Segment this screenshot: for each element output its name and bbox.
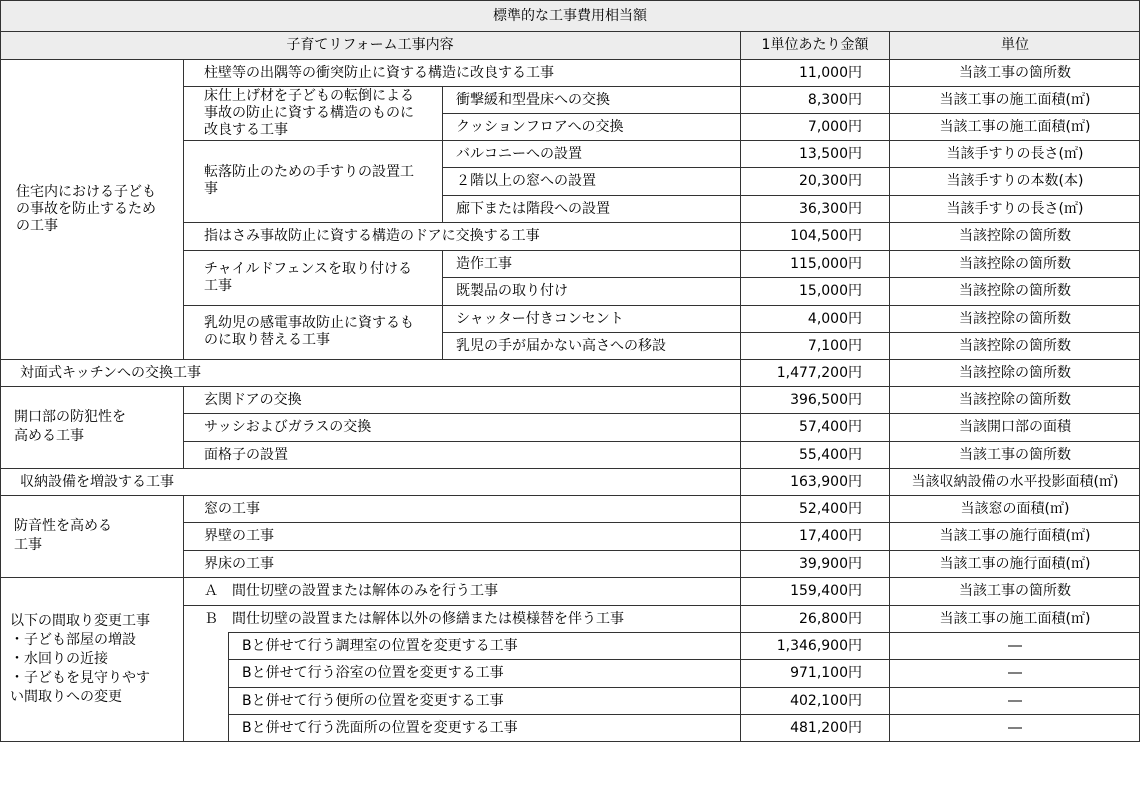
amount-value: 57,400円 [799, 419, 862, 435]
amount-value: 481,200円 [790, 720, 862, 736]
item-label: 造作工事 [456, 255, 512, 272]
amount-value: 7,100円 [807, 337, 862, 354]
amount-value: 396,500円 [790, 391, 862, 408]
item-label: Ａ 間仕切壁の設置または解体のみを行う工事 [204, 583, 498, 599]
item-label: 既製品の取り付け [456, 283, 568, 299]
group-label-soundproof: 防音性を高める 工事 [14, 518, 112, 553]
unit-value: 当該手すりの長さ(㎡) [946, 145, 1084, 162]
amount-value: 20,300円 [799, 173, 862, 189]
unit-value: 当該窓の面積(㎡) [960, 500, 1070, 517]
unit-value: ― [1008, 720, 1022, 736]
unit-value: 当該工事の施行面積(㎡) [939, 528, 1091, 544]
item-label: Bと併せて行う洗面所の位置を変更する工事 [242, 720, 518, 736]
unit-value: 当該手すりの本数(本) [946, 173, 1084, 189]
item-label: Bと併せて行う便所の位置を変更する工事 [242, 692, 504, 709]
item-label: 窓の工事 [204, 500, 260, 517]
unit-value: 当該工事の施工面積(㎡) [939, 118, 1091, 135]
item-label: 界壁の工事 [204, 528, 274, 544]
subgroup-label-rail: 転落防止のための手すりの設置工事 [204, 164, 414, 197]
item-label: ２階以上の窓への設置 [456, 173, 596, 189]
unit-value: 当該収納設備の水平投影面積(㎡) [911, 473, 1119, 490]
item-label: Bと併せて行う浴室の位置を変更する工事 [242, 665, 504, 681]
item-label: クッションフロアへの交換 [456, 118, 624, 135]
item-label: サッシおよびガラスの交換 [204, 419, 372, 435]
item-label: 乳児の手が届かない高さへの移設 [456, 337, 666, 354]
unit-value: 当該控除の箇所数 [959, 255, 1071, 272]
amount-value: 1,346,900円 [776, 637, 862, 654]
amount-value: 13,500円 [799, 145, 862, 162]
unit-value: 当該工事の施行面積(㎡) [939, 555, 1091, 572]
subgroup-label-floor: 床仕上げ材を子どもの転倒による事故の防止に資する構造のものに改良する工事 [204, 87, 414, 138]
unit-value: 当該控除の箇所数 [959, 283, 1071, 299]
amount-value: 1,477,200円 [776, 364, 862, 381]
table-title: 標準的な工事費用相当額 [0, 0, 1140, 31]
unit-value: 当該開口部の面積 [959, 419, 1071, 435]
unit-value: ― [1008, 692, 1022, 709]
item-label: 廊下または階段への設置 [456, 200, 610, 217]
unit-value: 当該手すりの長さ(㎡) [946, 200, 1084, 217]
header-amount: 1単位あたり金額 [740, 31, 890, 59]
amount-value: 11,000円 [799, 64, 862, 81]
item-label: シャッター付きコンセント [456, 310, 624, 327]
amount-value: 402,100円 [790, 692, 862, 709]
amount-value: 163,900円 [790, 473, 862, 490]
unit-value: ― [1008, 637, 1022, 654]
header-content: 子育てリフォーム工事内容 [0, 31, 740, 59]
unit-value: ― [1008, 665, 1022, 681]
item-label: Bと併せて行う調理室の位置を変更する工事 [242, 637, 518, 654]
subgroup-label-fence: チャイルドフェンスを取り付ける工事 [204, 260, 413, 294]
item-label: Ｂ 間仕切壁の設置または解体以外の修繕または模様替を伴う工事 [204, 610, 624, 627]
group-label-security: 開口部の防犯性を 高める工事 [14, 409, 126, 444]
item-label: 柱壁等の出隅等の衝突防止に資する構造に改良する工事 [204, 64, 554, 81]
amount-value: 26,800円 [799, 610, 862, 627]
unit-value: 当該工事の箇所数 [959, 446, 1071, 463]
group-label-child-accident: 住宅内における子どもの事故を防止するための工事 [16, 183, 156, 234]
item-label: 面格子の設置 [204, 446, 288, 463]
amount-value: 36,300円 [799, 200, 862, 217]
item-label: 指はさみ事故防止に資する構造のドアに交換する工事 [204, 228, 540, 244]
item-label-storage: 収納設備を増設する工事 [20, 473, 174, 490]
unit-value: 当該控除の箇所数 [959, 364, 1071, 381]
item-label: 玄関ドアの交換 [204, 391, 302, 408]
unit-value: 当該工事の箇所数 [959, 64, 1071, 81]
unit-value: 当該工事の施工面積(㎡) [939, 610, 1091, 627]
unit-value: 当該控除の箇所数 [959, 310, 1071, 327]
amount-value: 159,400円 [790, 583, 862, 599]
amount-value: 971,100円 [790, 665, 862, 681]
item-label: バルコニーへの設置 [456, 145, 582, 162]
unit-value: 当該工事の施工面積(㎡) [939, 91, 1091, 108]
subgroup-label-electric: 乳幼児の感電事故防止に資するものに取り替える工事 [204, 315, 414, 348]
item-label-kitchen: 対面式キッチンへの交換工事 [20, 364, 202, 381]
amount-value: 15,000円 [799, 283, 862, 299]
amount-value: 39,900円 [799, 555, 862, 572]
amount-value: 104,500円 [790, 228, 862, 244]
item-label: 衝撃緩和型畳床への交換 [456, 91, 610, 108]
amount-value: 115,000円 [790, 255, 862, 272]
amount-value: 8,300円 [807, 91, 862, 108]
unit-value: 当該控除の箇所数 [959, 228, 1071, 244]
group-label-layout-change: 以下の間取り変更工事 ・子ども部屋の増設 ・水回りの近接 ・子どもを見守りやす い間取りへの変更 [10, 613, 150, 705]
unit-value: 当該工事の箇所数 [959, 583, 1071, 599]
amount-value: 52,400円 [799, 500, 862, 517]
amount-value: 7,000円 [807, 118, 862, 135]
amount-value: 17,400円 [799, 528, 862, 544]
header-unit: 単位 [890, 31, 1140, 59]
amount-value: 55,400円 [799, 446, 862, 463]
unit-value: 当該控除の箇所数 [959, 391, 1071, 408]
item-label: 界床の工事 [204, 555, 274, 572]
amount-value: 4,000円 [807, 310, 862, 327]
unit-value: 当該控除の箇所数 [959, 337, 1071, 354]
